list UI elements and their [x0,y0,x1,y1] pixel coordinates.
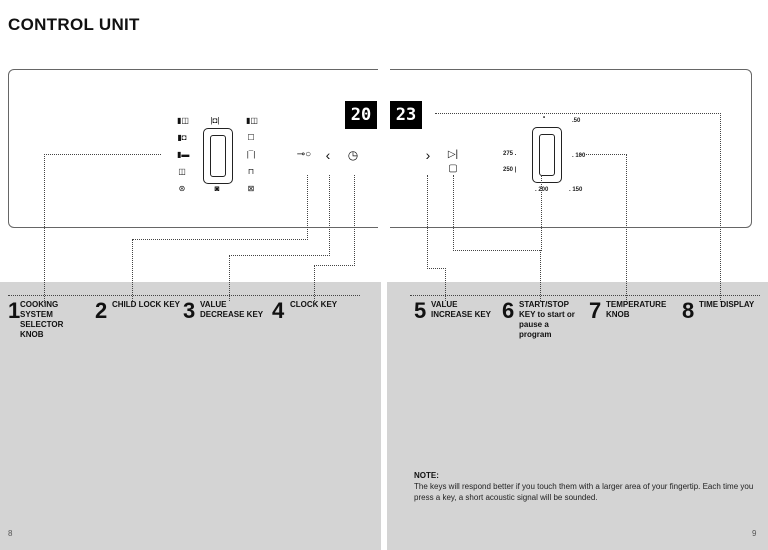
clock-icon: ◷ [347,148,359,162]
value-decrease-key[interactable] [322,147,334,163]
eco-icon: ◫ [178,167,186,176]
legend-label-4: CLOCK KEY [290,300,338,309]
legend-number-7: 7 [589,298,602,323]
leader-line-2b [132,239,134,301]
panel-page-gap [378,60,390,240]
legend-number-2: 2 [95,298,108,323]
legend-label-8: TIME DISPLAY [699,300,755,309]
temp-mark-50: .50 [572,118,581,124]
note-heading: NOTE: [414,471,439,480]
page-number-left: 8 [8,529,13,538]
page-title: CONTROL UNIT [8,15,140,34]
legend-number-1: 1 [8,298,21,323]
defrost-icon: ◙ [214,184,220,193]
grill-icon: ⊠ [247,184,255,193]
legend-number-3: 3 [183,298,196,323]
value-increase-key[interactable] [422,147,434,163]
fan-icon: ⊛ [178,184,186,193]
pizza-icon: ▮▬ [177,150,190,159]
fan-bottom-icon: ▮◘ [177,133,187,142]
legend-label-1: COOKING SYSTEM SELECTOR KNOB [20,300,64,339]
leader-line-8 [435,113,721,302]
child-lock-key[interactable] [296,148,312,162]
time-display-minutes: 23 [390,101,422,129]
legend-number-5: 5 [414,298,427,323]
temp-top-mark: • [543,115,546,121]
legend-label-2: CHILD LOCK KEY [112,300,180,309]
selector-knob-grip [210,135,226,177]
bottom-heat-icon: ⊓ [247,167,255,176]
top-heat-icon: |¯| [246,150,256,159]
fan-grill-icon: ▮◫ [177,116,189,125]
leader-line-4 [314,175,355,266]
legend-line-left [8,295,360,297]
note-text: The keys will respond better if you touch them with a larger area of your fingertip. Each time you press a key, a short acoustic signal will be sounded. [414,482,754,502]
temp-mark-250: 250 | [503,167,517,173]
temp-mark-150: . 150 [569,187,583,193]
legend-line-right [410,295,760,297]
legend-number-4: 4 [272,298,285,323]
legend-number-6: 6 [502,298,515,323]
legend-label-7: TEMPERATURE KNOB [606,300,667,319]
grill-fan-icon: ▮◫ [246,116,258,125]
play-pause-icon: ▷|▢ [447,149,459,174]
legend-label-3: VALUE DECREASE KEY [200,300,264,319]
chevron-left-icon: ‹ [325,147,331,163]
clock-key[interactable] [346,148,360,162]
legend-label-6: START/STOP KEY to start or pause a program [519,300,575,339]
page-number-right: 9 [752,529,757,538]
conventional-icon: ☐ [247,133,255,142]
key-icon: ⊸○ [296,149,312,160]
page-divider [381,282,387,550]
temp-mark-200: . 200 [535,187,549,193]
chevron-right-icon: › [425,147,431,163]
legend-label-5: VALUE INCREASE KEY [431,300,492,319]
temp-mark-100: . 100 [572,153,586,159]
legend-number-8: 8 [682,298,695,323]
time-display-hours: 20 [345,101,377,129]
temp-mark-275: 275 . [503,151,517,157]
lamp-icon: |◘| [210,116,220,125]
